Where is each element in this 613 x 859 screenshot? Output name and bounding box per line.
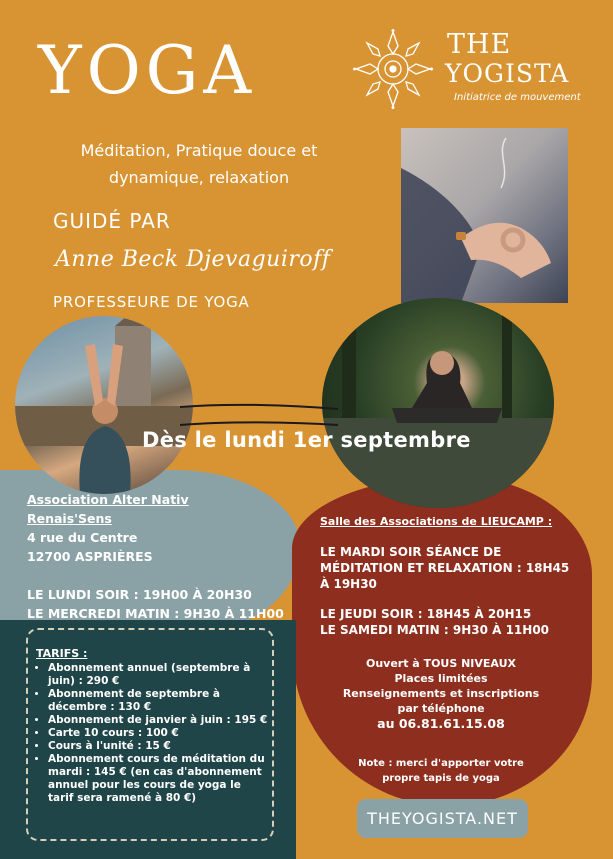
tarifs-heading: TARIFS : (36, 647, 88, 660)
note-block (325, 756, 557, 786)
registration-info: Renseignements et inscriptions (342, 687, 540, 700)
tarif-item: • Abonnement de septembre à décembre : 130 € (48, 688, 268, 714)
venue1-schedule2: LE MERCREDI MATIN : 9H30 À 11H00 (27, 606, 284, 621)
venue1-schedule1: LE LUNDI SOIR : 19H00 À 20H30 (27, 587, 252, 602)
association-name-line1: Association Alter Nativ (27, 492, 189, 507)
tarifs-block (30, 647, 268, 805)
teacher-title: PROFESSEURE DE YOGA (53, 293, 250, 311)
venue2-heading: Salle des Associations de LIEUCAMP : (320, 515, 553, 528)
tarif-item: • Abonnement cours de méditation du mardi : 145 € (en cas d'abonnement annuel pour les cours de yoga le tarif sera ramené à 80 €) (48, 753, 268, 805)
brand-name-line1: THE (447, 29, 512, 60)
meditation-hands-photo (401, 128, 568, 303)
brand-name-line2: YOGISTA (445, 59, 570, 88)
teacher-name: Anne Beck Djevaguiroff (55, 247, 331, 272)
venue1-block (27, 490, 284, 623)
note-line2: propre tapis de yoga (382, 773, 500, 784)
forest-illustration (322, 298, 554, 508)
address-line2: 12700 ASPRIÈRES (27, 549, 153, 564)
website-button[interactable]: THEYOGISTA.NET (357, 799, 528, 838)
brand-tagline: Initiatrice de mouvement (454, 92, 581, 103)
meditation-hands-illustration (401, 128, 568, 303)
address-line1: 4 rue du Centre (27, 530, 138, 545)
phone-number: au 06.81.61.15.08 (377, 716, 505, 731)
guided-by-label: GUIDÉ PAR (53, 209, 171, 233)
association-name-line2: Renais'Sens (27, 511, 112, 526)
registration-phone-label: par téléphone (397, 702, 485, 715)
start-date: Dès le lundi 1er septembre (142, 428, 471, 452)
info-block (325, 656, 557, 731)
tarif-item: • Abonnement de janvier à juin : 195 € (48, 714, 268, 727)
note-line1: Note : merci d'apporter votre (358, 758, 524, 769)
venue2-schedule2: LE JEUDI SOIR : 18H45 À 20H15 (320, 607, 532, 621)
yoga-pose-photo (15, 316, 193, 494)
venue2-block (320, 514, 582, 638)
subtitle (40, 137, 358, 191)
forest-meditation-photo (322, 298, 554, 508)
subtitle-line1: Méditation, Pratique douce et (80, 141, 318, 160)
tarif-item: • Abonnement annuel (septembre à juin) : 290 € (48, 662, 268, 688)
venue2-schedule3: LE SAMEDI MATIN : 9H30 À 11H00 (320, 623, 550, 637)
venue2-schedule1: LE MARDI SOIR SÉANCE DE MÉDITATION ET RELAXATION : 18H45 À 19H30 (320, 545, 570, 591)
tarifs-list (30, 662, 268, 805)
page-title: YOGA (38, 32, 257, 109)
levels-info: Ouvert à TOUS NIVEAUX (365, 657, 517, 670)
tarif-item: • Cours à l'unité : 15 € (48, 740, 268, 753)
subtitle-line2: dynamique, relaxation (108, 168, 290, 187)
yoga-pose-illustration (15, 316, 193, 494)
tarif-item: • Carte 10 cours : 100 € (48, 727, 268, 740)
limited-places: Places limitées (394, 672, 488, 685)
mandala-logo-icon (352, 28, 434, 110)
